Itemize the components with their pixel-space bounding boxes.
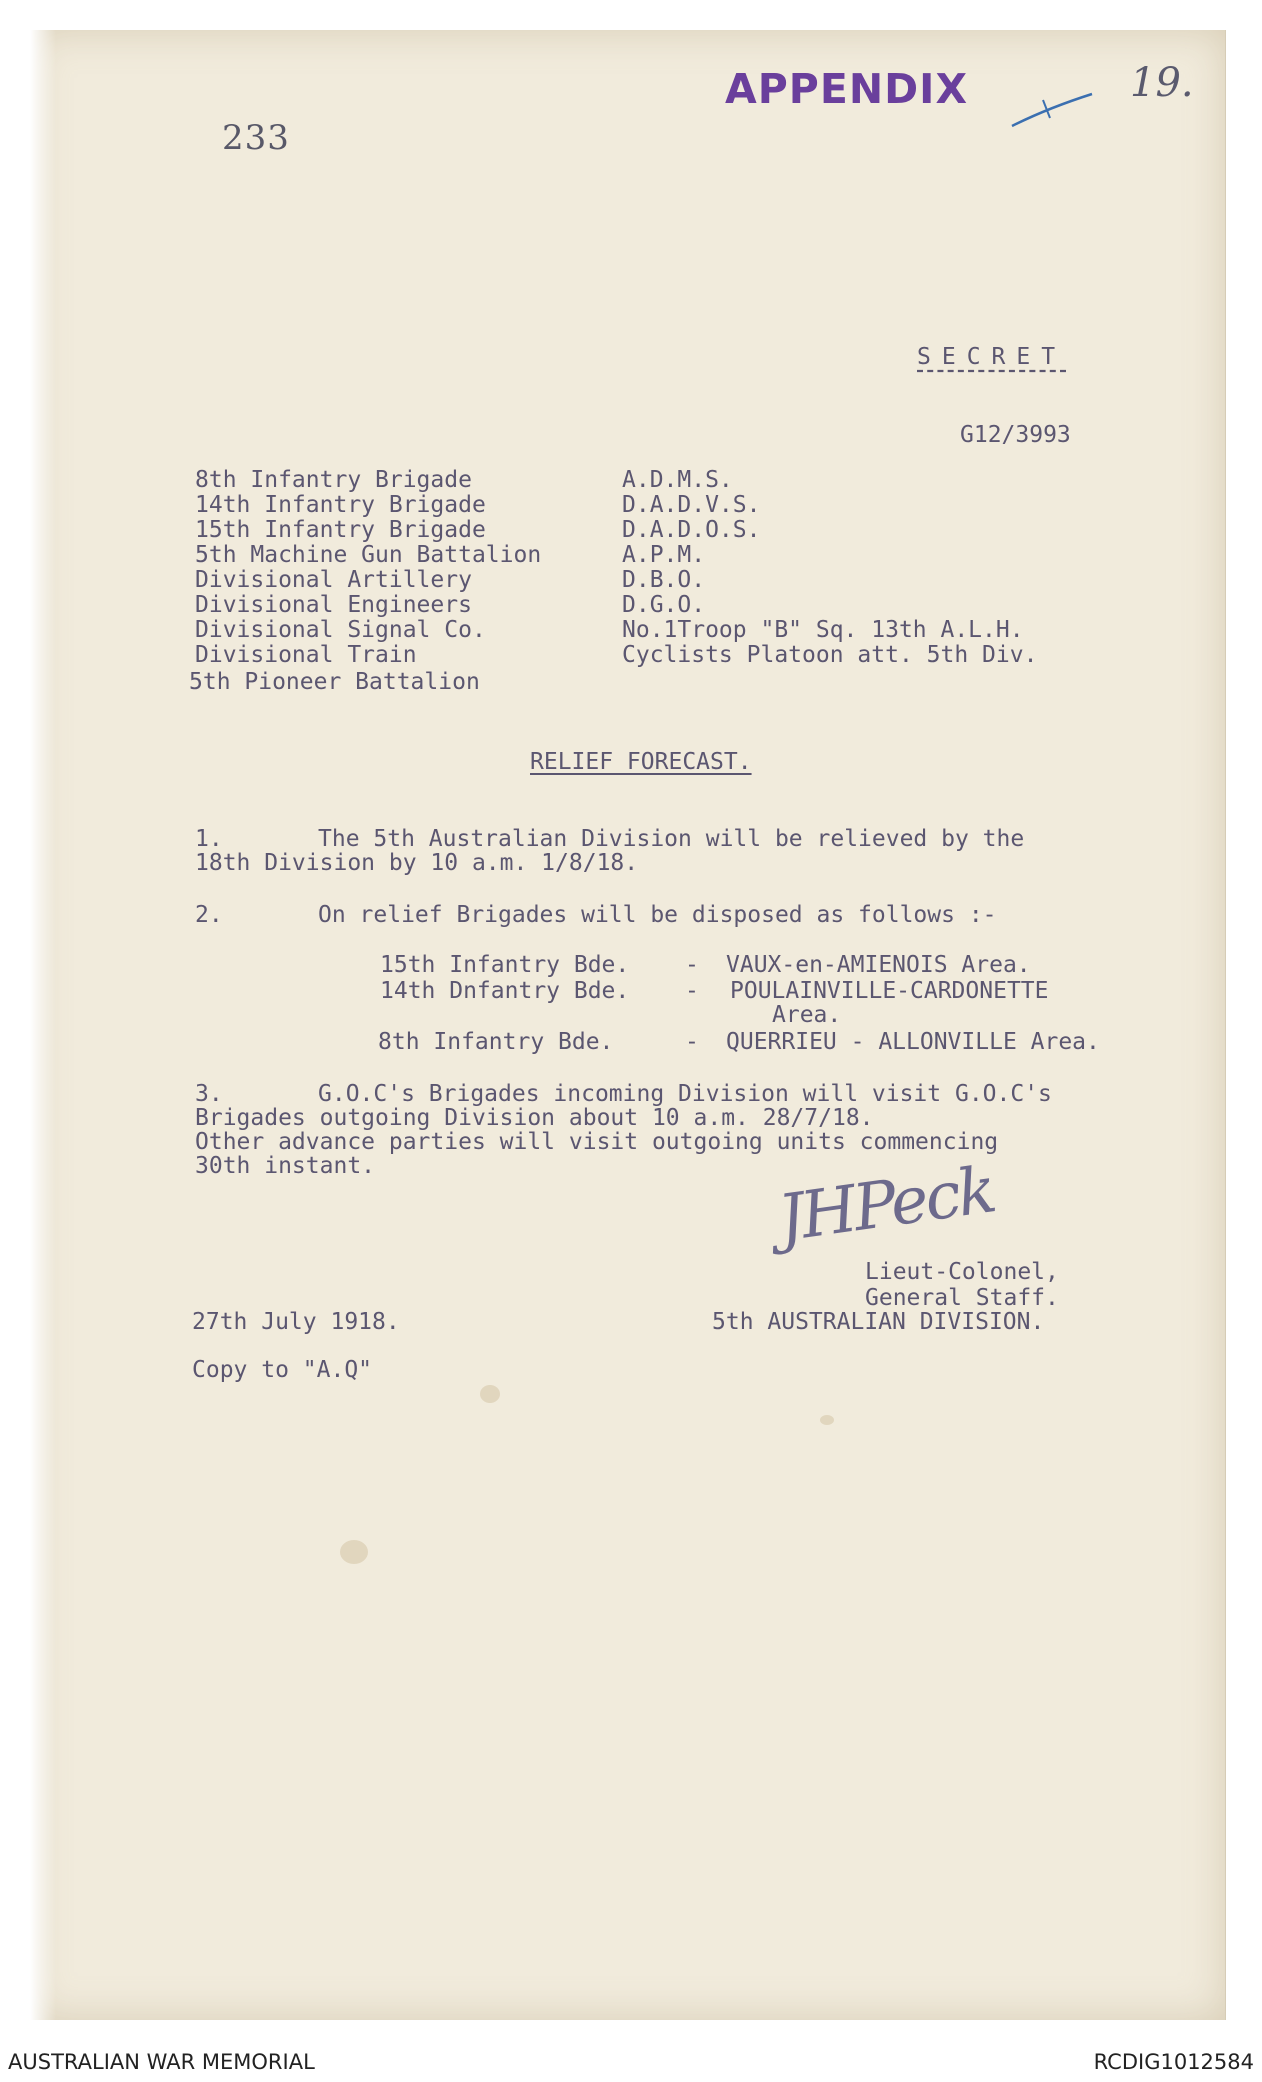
paragraph-1-line: 18th Division by 10 a.m. 1/8/18. [195,850,639,876]
paper-stain [480,1385,500,1403]
disposition-area: VAUX-en-AMIENOIS Area. [726,952,1031,978]
paragraph-1-line: The 5th Australian Division will be relieved by the [318,826,1025,852]
signatory-rank: Lieut-Colonel, [865,1259,1059,1285]
paragraph-3-line: Other advance parties will visit outgoing units commencing [195,1129,999,1155]
addressee: D.B.O. [622,567,706,593]
addressee: D.A.D.V.S. [622,492,761,518]
addressee: 8th Infantry Brigade [195,467,472,493]
paper-stain [820,1415,834,1425]
disposition-unit: 15th Infantry Bde. [380,952,630,978]
signature: JHPeck [773,1153,999,1257]
paragraph-3-line: Brigades outgoing Division about 10 a.m. 28/7/18. [195,1105,874,1131]
addressees-left [189,467,542,695]
disposition-unit: 14th Dnfantry Bde. [380,978,630,1004]
paragraph-2-line: On relief Brigades will be disposed as follows :- [318,902,997,928]
archive-credit: AUSTRALIAN WAR MEMORIAL [8,2050,315,2074]
addressee: 14th Infantry Brigade [195,492,486,518]
signatory-division: 5th AUSTRALIAN DIVISION. [712,1309,1045,1335]
addressee: A.D.M.S. [622,467,733,493]
disposition-area: Area. [772,1002,842,1028]
signatory-staff: General Staff. [865,1285,1059,1311]
addressee: D.G.O. [622,592,706,618]
disposition-dash: - [685,952,699,978]
folio-number: 19. [1130,60,1194,106]
addressee: Divisional Engineers [195,592,472,618]
page-number: 233 [222,118,290,158]
addressee: A.P.M. [622,542,706,568]
addressee: Divisional Train [195,642,417,668]
disposition-dash: - [685,978,699,1004]
addressee: 5th Pioneer Battalion [189,669,480,695]
paragraph-3-line: G.O.C's Brigades incoming Division will visit G.O.C's [318,1081,1052,1107]
archive-id: RCDIG1012584 [1093,2050,1254,2074]
document-date: 27th July 1918. [192,1309,400,1335]
addressees-right [622,468,1037,668]
paragraph-3-number: 3. [195,1081,223,1107]
paragraph-3-line: 30th instant. [195,1153,376,1179]
paper-stain [340,1540,368,1564]
addressee: Cyclists Platoon att. 5th Div. [622,642,1038,668]
file-reference: G12/3993 [960,422,1071,448]
disposition-area: POULAINVILLE-CARDONETTE [730,978,1049,1004]
document-title: RELIEF FORECAST. [530,749,752,775]
addressee: 15th Infantry Brigade [195,517,486,543]
paragraph-2-number: 2. [195,902,223,928]
disposition-area: QUERRIEU - ALLONVILLE Area. [726,1029,1100,1055]
addressee: No.1Troop "B" Sq. 13th A.L.H. [622,617,1024,643]
check-mark-icon [1008,88,1098,133]
addressee: Divisional Signal Co. [195,617,486,643]
addressee: Divisional Artillery [195,567,472,593]
document-paper [30,30,1226,2020]
appendix-stamp: APPENDIX [725,65,969,113]
addressee: D.A.D.O.S. [622,517,761,543]
copy-to: Copy to "A.Q" [192,1357,373,1383]
paragraph-1-number: 1. [195,826,223,852]
disposition-unit: 8th Infantry Bde. [378,1029,614,1055]
classification-secret: SECRET [917,344,1067,370]
addressee: 5th Machine Gun Battalion [195,542,542,568]
disposition-dash: - [685,1029,699,1055]
